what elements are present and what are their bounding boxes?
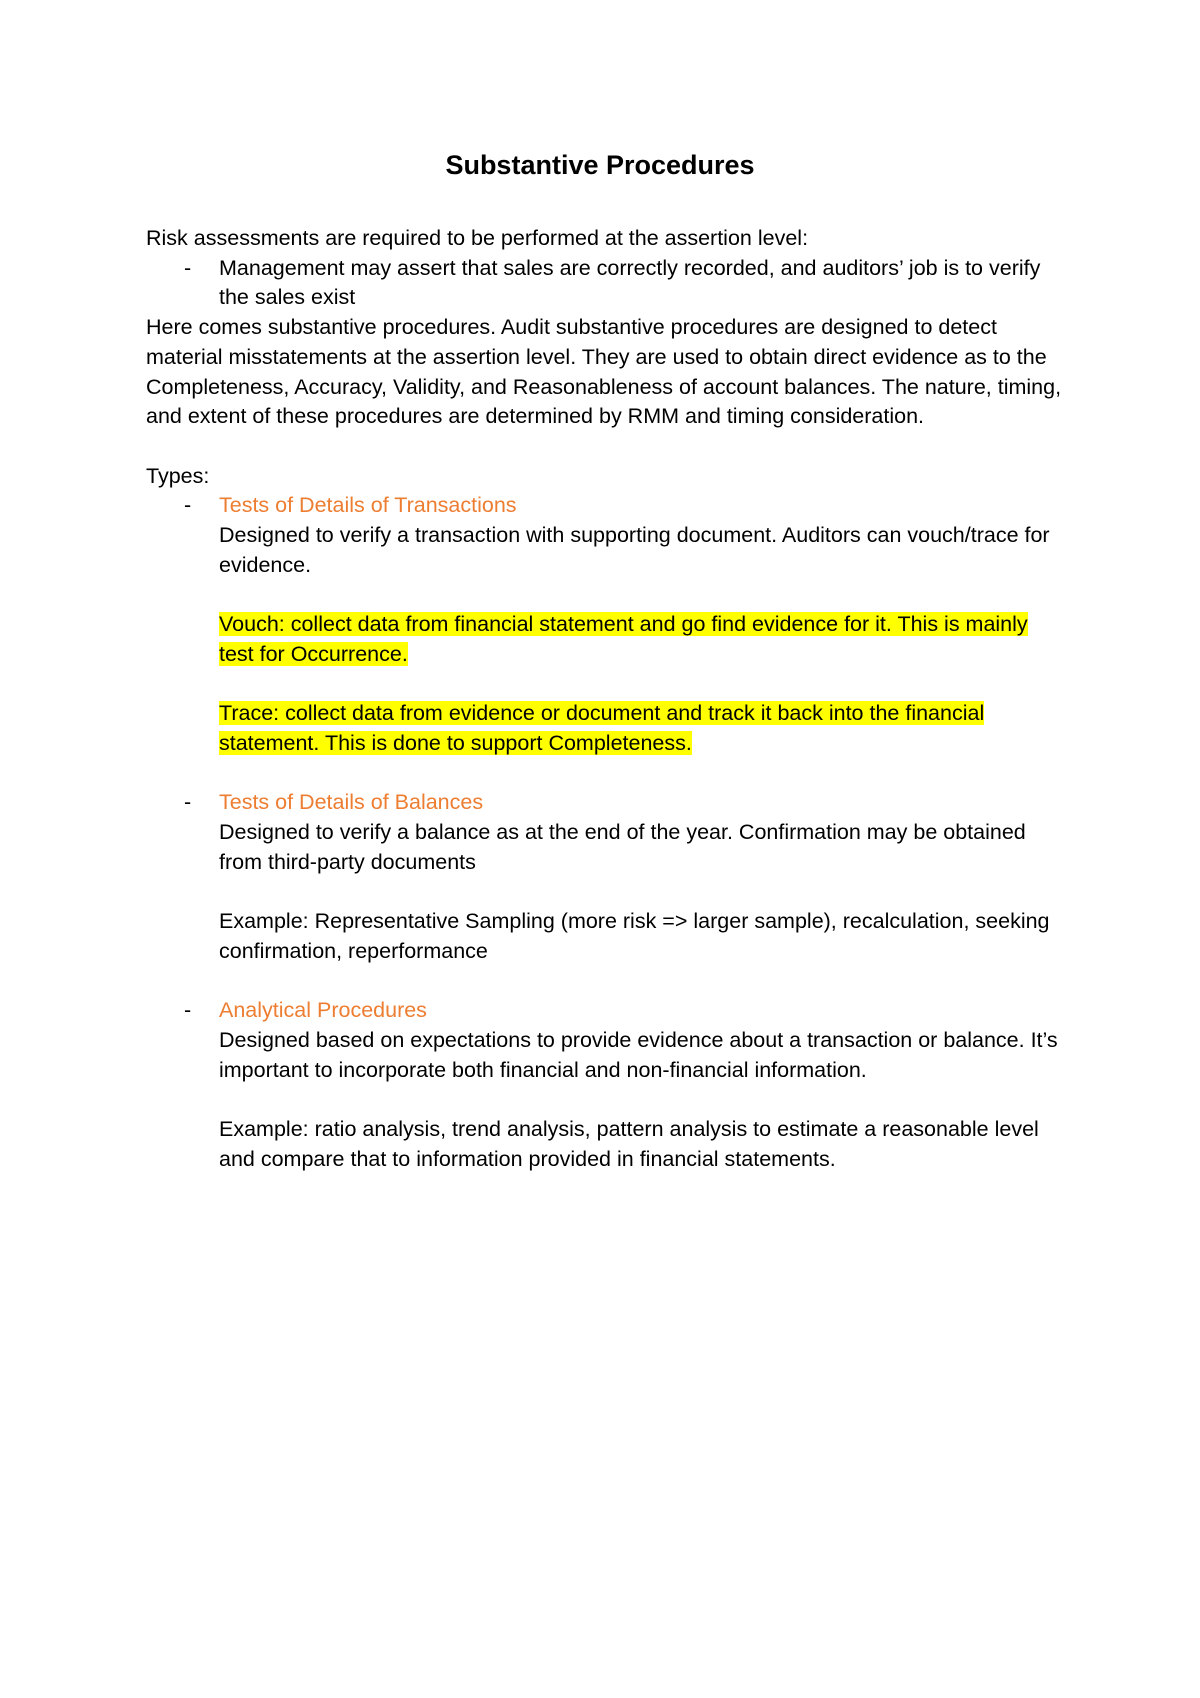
type-description: Designed to verify a transaction with supporting document. Auditors can vouch/trace for evidence. [219,523,1050,577]
type-example: Example: Representative Sampling (more risk => larger sample), recalculation, seeking confirmation, reperformance [219,909,1050,963]
intro-text: Risk assessments are required to be performed at the assertion level: [146,226,809,250]
highlighted-text: Vouch: collect data from financial statement and go find evidence for it. This is mainly test for Occurrence. [219,612,1028,666]
bullet-dash: - [184,790,192,815]
type-item-transactions [146,491,1068,758]
blank-line [146,759,1068,789]
type-heading: Tests of Details of Balances [219,790,484,815]
type-heading: Analytical Procedures [219,998,427,1023]
document-body [146,224,1068,1174]
substantive-paragraph: Here comes substantive procedures. Audit substantive procedures are designed to detect material misstatements at the assertion level. They are used to obtain direct evidence as to the Completeness, Accuracy, Validity, and Reasonableness of account balances. The nature, timing, and extent of these procedures are determined by RMM and timing consideration. [146,315,1062,429]
highlighted-text: Trace: collect data from evidence or document and track it back into the financial statement. This is done to support Completeness. [219,701,985,755]
type-item-balances [146,788,1068,966]
trace-note [219,699,1068,758]
type-item-analytical [146,996,1068,1174]
type-description: Designed based on expectations to provide evidence about a transaction or balance. It’s important to incorporate both financial and non-financial information. [219,1027,1058,1082]
types-label: Types: [146,463,210,488]
intro-bullet-text: Management may assert that sales are correctly recorded, and auditors’ job is to verify the sales exist [219,255,1041,310]
type-example: Example: ratio analysis, trend analysis, pattern analysis to estimate a reasonable level and compare that to information provided in financial statements. [219,1116,1039,1171]
blank-line [219,877,1068,907]
type-heading: Tests of Details of Transactions [219,493,517,518]
blank-line [219,1085,1068,1115]
bullet-dash: - [184,493,192,518]
bullet-dash: - [184,255,192,280]
vouch-note [219,610,1068,669]
blank-line [146,432,1068,462]
intro-bullet-item [146,254,1068,313]
page-title: Substantive Procedures [445,150,755,180]
blank-line [146,967,1068,997]
blank-line [219,580,1068,610]
bullet-dash: - [184,998,192,1023]
type-description: Designed to verify a balance as at the end of the year. Confirmation may be obtained from third-party documents [219,820,1026,874]
blank-line [219,670,1068,700]
